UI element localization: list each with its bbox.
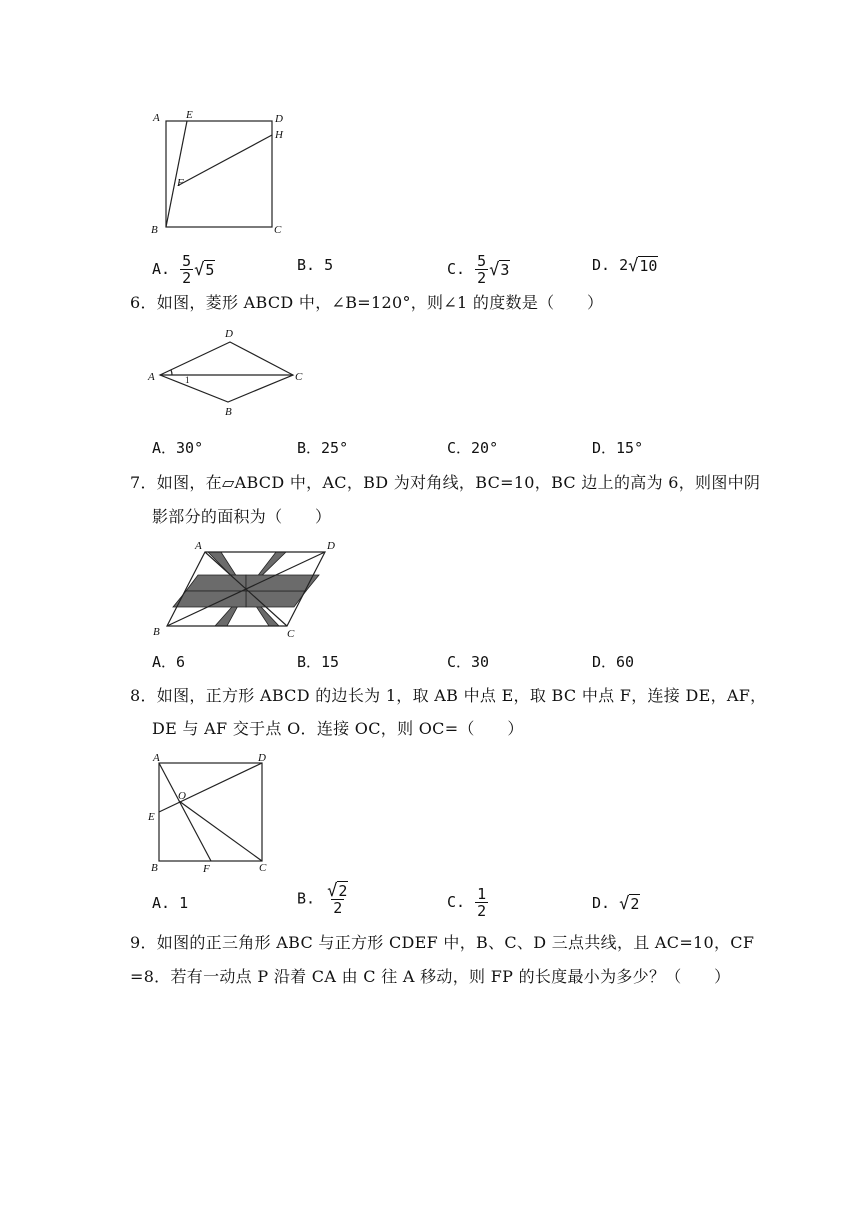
q8-option-c[interactable]: C. $\frac{1}{2}$ xyxy=(447,885,487,920)
q9-stem-line1: 9．如图的正三角形 ABC 与正方形 CDEF 中，B、C、D 三点共线，且 AC=10，CF xyxy=(130,933,755,952)
label-h: H xyxy=(275,129,283,141)
label-d: D xyxy=(225,328,233,340)
label-c: C xyxy=(295,371,303,383)
q6-option-d[interactable]: D．15° xyxy=(592,439,644,457)
label-b: B xyxy=(151,862,158,874)
q8-option-b[interactable]: B. $\frac{√2}{2}$ xyxy=(297,880,348,917)
q7-figure xyxy=(145,535,355,643)
q6-option-a[interactable]: A．30° xyxy=(152,439,204,457)
q6-option-c[interactable]: C．20° xyxy=(447,439,499,457)
label-b: B xyxy=(225,406,232,418)
label-a: A xyxy=(148,371,155,383)
label-c: C xyxy=(274,224,282,236)
q7-option-a[interactable]: A．6 xyxy=(152,653,186,671)
label-d: D xyxy=(258,752,266,764)
q6-option-b[interactable]: B．25° xyxy=(297,439,349,457)
label-a: A xyxy=(195,540,202,552)
q7-stem-line1: 7．如图，在▱ABCD 中，AC，BD 为对角线，BC=10，BC 边上的高为 6，则图中阴 xyxy=(130,473,761,492)
label-angle-1: 1 xyxy=(185,375,190,385)
label-a: A xyxy=(153,752,160,764)
label-e: E xyxy=(186,109,193,121)
q6-figure xyxy=(145,322,315,420)
q7-stem-line2: 影部分的面积为（ ） xyxy=(152,507,332,526)
label-b: B xyxy=(151,224,158,236)
label-f: F xyxy=(177,177,184,189)
q5-option-b[interactable]: B. 5 xyxy=(297,256,334,274)
q5-figure xyxy=(145,105,305,240)
q8-stem-line2: DE 与 AF 交于点 O．连接 OC，则 OC=（ ） xyxy=(152,719,524,738)
label-e: E xyxy=(148,811,155,823)
label-o: O xyxy=(178,790,186,802)
q9-stem-line2: =8．若有一动点 P 沿着 CA 由 C 往 A 移动，则 FP 的长度最小为多少？（ ） xyxy=(130,967,731,986)
label-d: D xyxy=(275,113,283,125)
q8-stem-line1: 8．如图，正方形 ABCD 的边长为 1，取 AB 中点 E，取 BC 中点 F，连接 DE，AF， xyxy=(130,686,767,705)
label-f: F xyxy=(203,863,210,875)
label-d: D xyxy=(327,540,335,552)
q5-option-d[interactable]: D. 2√10 xyxy=(592,255,658,276)
q7-option-b[interactable]: B．15 xyxy=(297,653,340,671)
q8-figure xyxy=(145,750,275,878)
q7-option-d[interactable]: D．60 xyxy=(592,653,635,671)
q5-option-a[interactable]: A. $\frac{5}{2}$ √5 xyxy=(152,252,215,287)
q5-option-c[interactable]: C. $\frac{5}{2}$ √3 xyxy=(447,252,510,287)
label-a: A xyxy=(153,112,160,124)
label-c: C xyxy=(259,862,267,874)
q8-option-a[interactable]: A. 1 xyxy=(152,894,189,912)
label-b: B xyxy=(153,626,160,638)
label-c: C xyxy=(287,628,295,640)
q6-stem: 6．如图，菱形 ABCD 中，∠B=120°，则∠1 的度数是（ ） xyxy=(130,293,604,312)
q7-option-c[interactable]: C．30 xyxy=(447,653,490,671)
q8-option-d[interactable]: D. √2 xyxy=(592,893,640,914)
